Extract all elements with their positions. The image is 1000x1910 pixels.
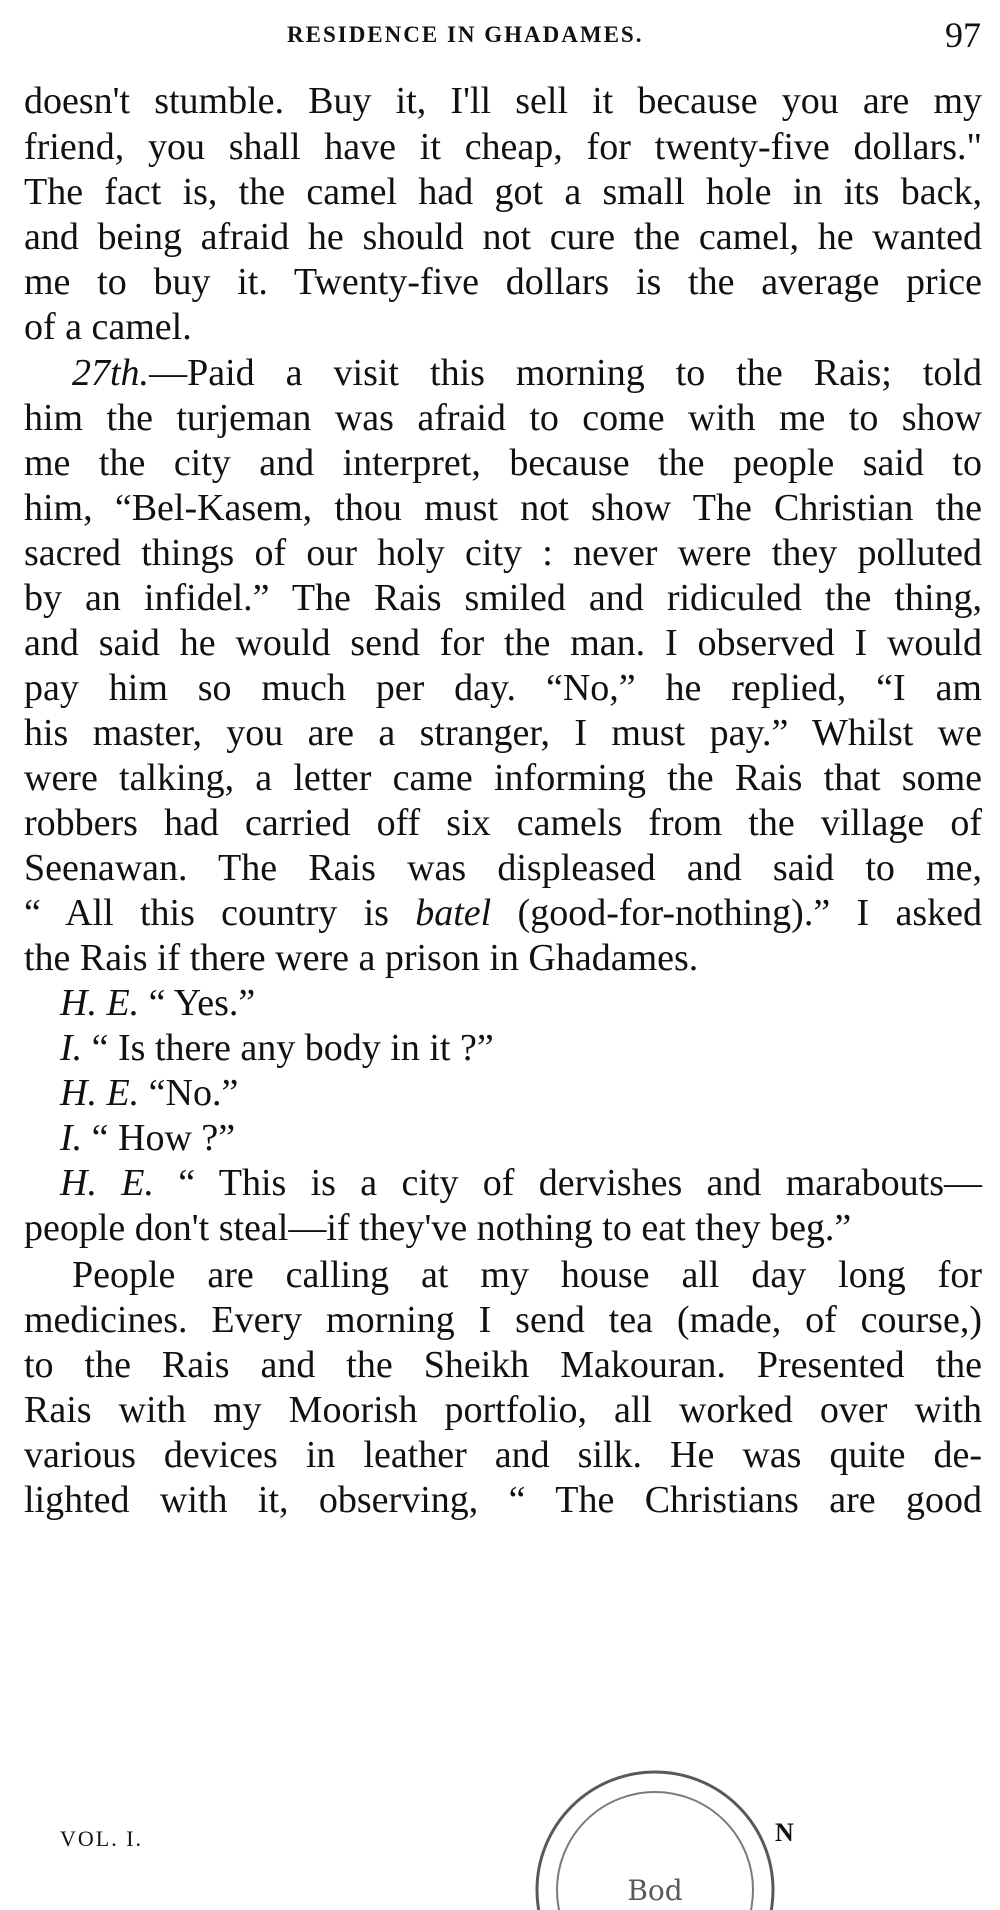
- text-line: the Rais if there were a prison in Ghadames.: [24, 937, 699, 979]
- signature-mark: VOL. I.: [60, 1826, 144, 1851]
- text-line: [24, 890, 982, 936]
- text-line: [72, 350, 982, 396]
- text-run: (good-for-nothing).” I asked: [491, 892, 983, 934]
- text-line: friend, you shall have it cheap, for twenty-five dollars.": [24, 126, 982, 168]
- text-line: him, “Bel-Kasem, thou must not show The Christian the: [24, 487, 982, 529]
- text-line: sacred things of our holy city : never were they polluted: [24, 532, 982, 574]
- text-run: “ All this country is: [24, 892, 416, 934]
- speaker-label: H. E.: [60, 1072, 140, 1114]
- text-line: The fact is, the camel had got a small hole in its back,: [24, 171, 982, 213]
- stamp-text: Bod: [627, 1874, 683, 1907]
- text-line: me the city and interpret, because the people said to: [24, 442, 982, 484]
- page-header: [0, 15, 1000, 64]
- text-line: doesn't stumble. Buy it, I'll sell it because you are my: [24, 80, 982, 122]
- library-stamp: [520, 1740, 790, 1910]
- text-line: to the Rais and the Sheikh Makouran. Presented the: [24, 1344, 982, 1386]
- text-line: various devices in leather and silk. He was quite de-: [24, 1434, 982, 1476]
- italic-term: batel: [415, 892, 492, 934]
- text-line: medicines. Every morning I send tea (made, of course,): [24, 1299, 982, 1341]
- dialogue-line: [60, 1025, 982, 1071]
- text-line: people don't steal—if they've nothing to eat they beg.”: [24, 1207, 852, 1249]
- text-line: robbers had carried off six camels from the village of: [24, 802, 982, 844]
- dialogue-text: “No.”: [139, 1072, 239, 1114]
- text-line: and said he would send for the man. I observed I would: [24, 622, 982, 664]
- page-number: 97: [945, 15, 981, 55]
- text-line: his master, you are a stranger, I must pay.” Whilst we: [24, 712, 982, 754]
- text-line: by an infidel.” The Rais smiled and ridiculed the thing,: [24, 577, 982, 619]
- speaker-label: I.: [60, 1117, 83, 1159]
- text-line: of a camel.: [24, 306, 192, 348]
- dialogue-text: “ Yes.”: [139, 982, 256, 1024]
- text-line: were talking, a letter came informing the Rais that some: [24, 757, 982, 799]
- speaker-label: I.: [60, 1027, 83, 1069]
- dialogue-text: “ Is there any body in it ?”: [82, 1027, 494, 1069]
- text-line: pay him so much per day. “No,” he replied, “I am: [24, 667, 982, 709]
- speaker-label: H. E.: [60, 1162, 154, 1204]
- dialogue-line: [60, 980, 982, 1026]
- dialogue-line: [60, 1160, 982, 1206]
- text-line: lighted with it, observing, “ The Christians are good: [24, 1479, 982, 1521]
- entry-date: 27th.: [72, 352, 150, 394]
- text-line: People are calling at my house all day long for: [72, 1254, 982, 1296]
- entry-text: —Paid a visit this morning to the Rais; told: [149, 352, 982, 394]
- running-title: RESIDENCE IN GHADAMES.: [287, 22, 644, 47]
- text-line: Seenawan. The Rais was displeased and said to me,: [24, 847, 982, 889]
- text-line: me to buy it. Twenty-five dollars is the average price: [24, 261, 982, 303]
- sheet-mark: N: [775, 1818, 794, 1847]
- dialogue-line: [60, 1070, 982, 1116]
- text-line: him the turjeman was afraid to come with me to show: [24, 397, 982, 439]
- page-footer: [60, 1826, 143, 1852]
- text-line: Rais with my Moorish portfolio, all worked over with: [24, 1389, 982, 1431]
- dialogue-text: “ This is a city of dervishes and marabouts—: [153, 1162, 983, 1204]
- dialogue-line: [60, 1115, 982, 1161]
- dialogue-text: “ How ?”: [82, 1117, 236, 1159]
- text-line: and being afraid he should not cure the camel, he wanted: [24, 216, 982, 258]
- speaker-label: H. E.: [60, 982, 140, 1024]
